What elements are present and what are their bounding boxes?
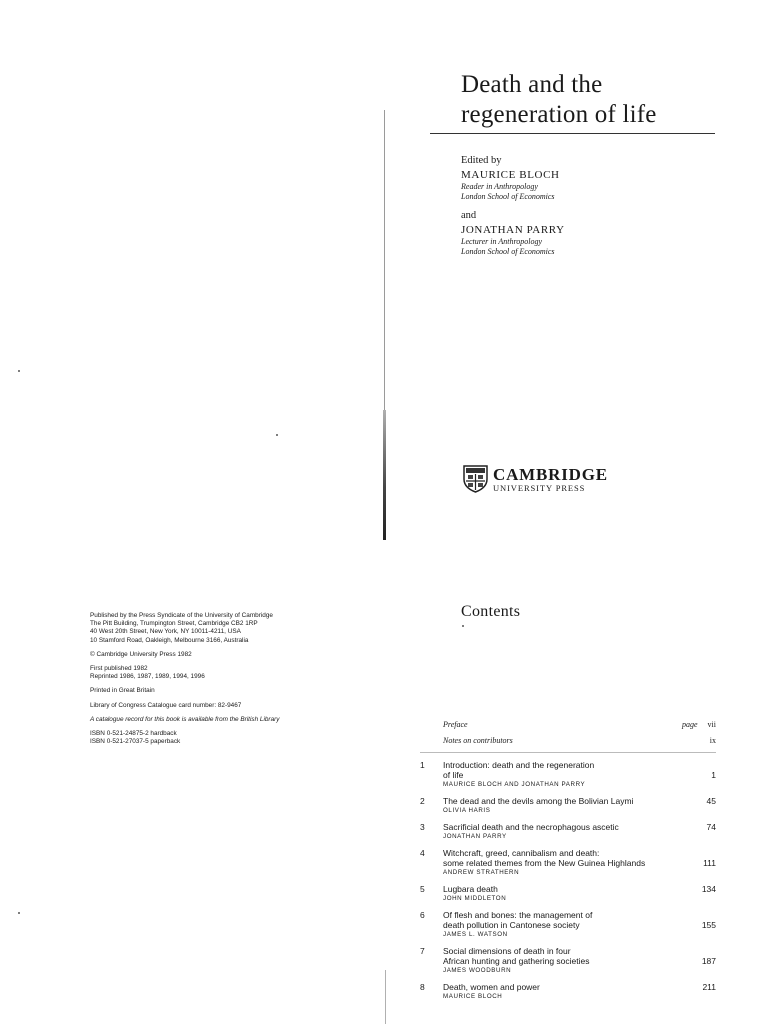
chapter-body [443,822,688,841]
chapter-author: MAURICE BLOCH [443,993,503,1000]
chapter-author: JONATHAN PARRY [443,833,507,840]
chapter-number: 3 [420,822,425,832]
editors-block [461,154,565,257]
chapter-body [443,982,688,1001]
imprint-line: The Pitt Building, Trumpington Street, Cambridge CB2 1RP [90,620,258,628]
toc-front-page: ix [709,736,716,745]
chapter-title: Witchcraft, greed, cannibalism and death: some related themes from the New Guinea Highlands [443,848,646,868]
editor-1-name: MAURICE BLOCH [461,169,560,181]
chapter-number: 7 [420,946,425,956]
title-rule [430,133,715,134]
isbn-hardback: ISBN 0-521-24875-2 hardback [90,730,177,738]
toc-entry [420,760,716,789]
toc-front-page: vii [707,720,716,729]
chapter-body [443,796,688,815]
chapter-author: JAMES L. WATSON [443,931,508,938]
imprint-line: Published by the Press Syndicate of the University of Cambridge [90,612,273,619]
chapter-body [443,910,688,939]
chapter-author: OLIVIA HARIS [443,807,491,814]
chapter-page: 187 [701,956,716,966]
isbn-paperback: ISBN 0-521-27037-5 paperback [90,738,181,746]
scan-speck [276,434,278,436]
toc-entry [420,848,716,877]
chapter-title: Sacrificial death and the necrophagous ascetic [443,822,619,832]
toc-chapter-list [420,760,716,1001]
printed-in: Printed in Great Britain [90,687,155,695]
title-line-2: regeneration of life [461,101,657,128]
lower-gutter-line [385,970,386,1024]
scan-speck [18,912,20,914]
chapter-number: 1 [420,760,425,770]
chapter-title: Social dimensions of death in four African hunting and gathering societies [443,946,590,966]
chapter-author: MAURICE BLOCH AND JONATHAN PARRY [443,781,586,788]
loc-card-number: Library of Congress Catalogue card number: 82-9467 [90,701,242,709]
page-label: page [681,720,698,729]
and-label: and [461,210,477,221]
table-of-contents [420,717,716,1001]
toc-front-item [420,733,716,749]
page-gutter [383,110,387,540]
toc-divider [420,752,716,753]
chapter-author: JOHN MIDDLETON [443,895,507,902]
contents-heading: Contents [461,603,521,620]
editor-2-role: Lecturer in Anthropology [461,237,543,246]
toc-entry [420,910,716,939]
chapter-number: 8 [420,982,425,992]
publisher-subname: UNIVERSITY PRESS [493,482,586,493]
editor-2-affiliation: London School of Economics [461,247,555,256]
chapter-page: 155 [701,920,716,930]
title-line-1: Death and the [461,71,603,98]
reprinted: Reprinted 1986, 1987, 1989, 1994, 1996 [90,673,205,681]
chapter-page: 45 [706,796,716,806]
imprint-line: 10 Stamford Road, Oakleigh, Melbourne 3166, Australia [90,636,249,644]
chapter-body [443,884,688,903]
chapter-page: 1 [711,770,716,780]
chapter-page: 74 [706,822,716,832]
chapter-author: JAMES WOODBURN [443,967,512,974]
copyright-line: © Cambridge University Press 1982 [90,650,192,658]
chapter-number: 4 [420,848,425,858]
toc-front-title: Preface [443,720,468,729]
catalogue-record: A catalogue record for this book is available from the British Library [90,715,280,723]
imprint-block [90,612,370,746]
toc-entry [420,822,716,841]
editor-2-name: JONATHAN PARRY [461,224,565,236]
edited-by-label: Edited by [461,155,502,166]
toc-entry [420,946,716,975]
toc-entry [420,884,716,903]
publisher-name: CAMBRIDGE [493,464,608,484]
chapter-title: Death, women and power [443,982,540,992]
gutter-shadow [383,410,386,540]
imprint-line: 40 West 20th Street, New York, NY 10011-4211, USA [90,628,241,636]
chapter-author: ANDREW STRATHERN [443,869,520,876]
cambridge-shield-icon [463,465,488,493]
chapter-page: 211 [702,982,716,992]
toc-front-item [420,717,716,733]
chapter-body [443,760,688,789]
book-title [461,70,657,130]
chapter-number: 2 [420,796,425,806]
toc-entry [420,796,716,815]
chapter-title: Introduction: death and the regeneration of life [443,760,595,780]
toc-entry [420,982,716,1001]
toc-front-title: Notes on contributors [443,736,513,745]
chapter-title: The dead and the devils among the Bolivian Laymi [443,796,634,806]
editor-1-role: Reader in Anthropology [461,182,538,191]
chapter-number: 5 [420,884,425,894]
scan-speck [18,370,20,372]
chapter-number: 6 [420,910,425,920]
chapter-page: 111 [703,858,716,868]
chapter-title: Lugbara death [443,884,498,894]
chapter-title: Of flesh and bones: the management of death pollution in Cantonese society [443,910,593,930]
editor-1-affiliation: London School of Economics [461,192,555,201]
first-published: First published 1982 [90,665,148,673]
chapter-page: 134 [701,884,716,894]
chapter-body [443,848,688,877]
scan-speck [462,625,464,627]
chapter-body [443,946,688,975]
publisher-logo [463,465,608,493]
